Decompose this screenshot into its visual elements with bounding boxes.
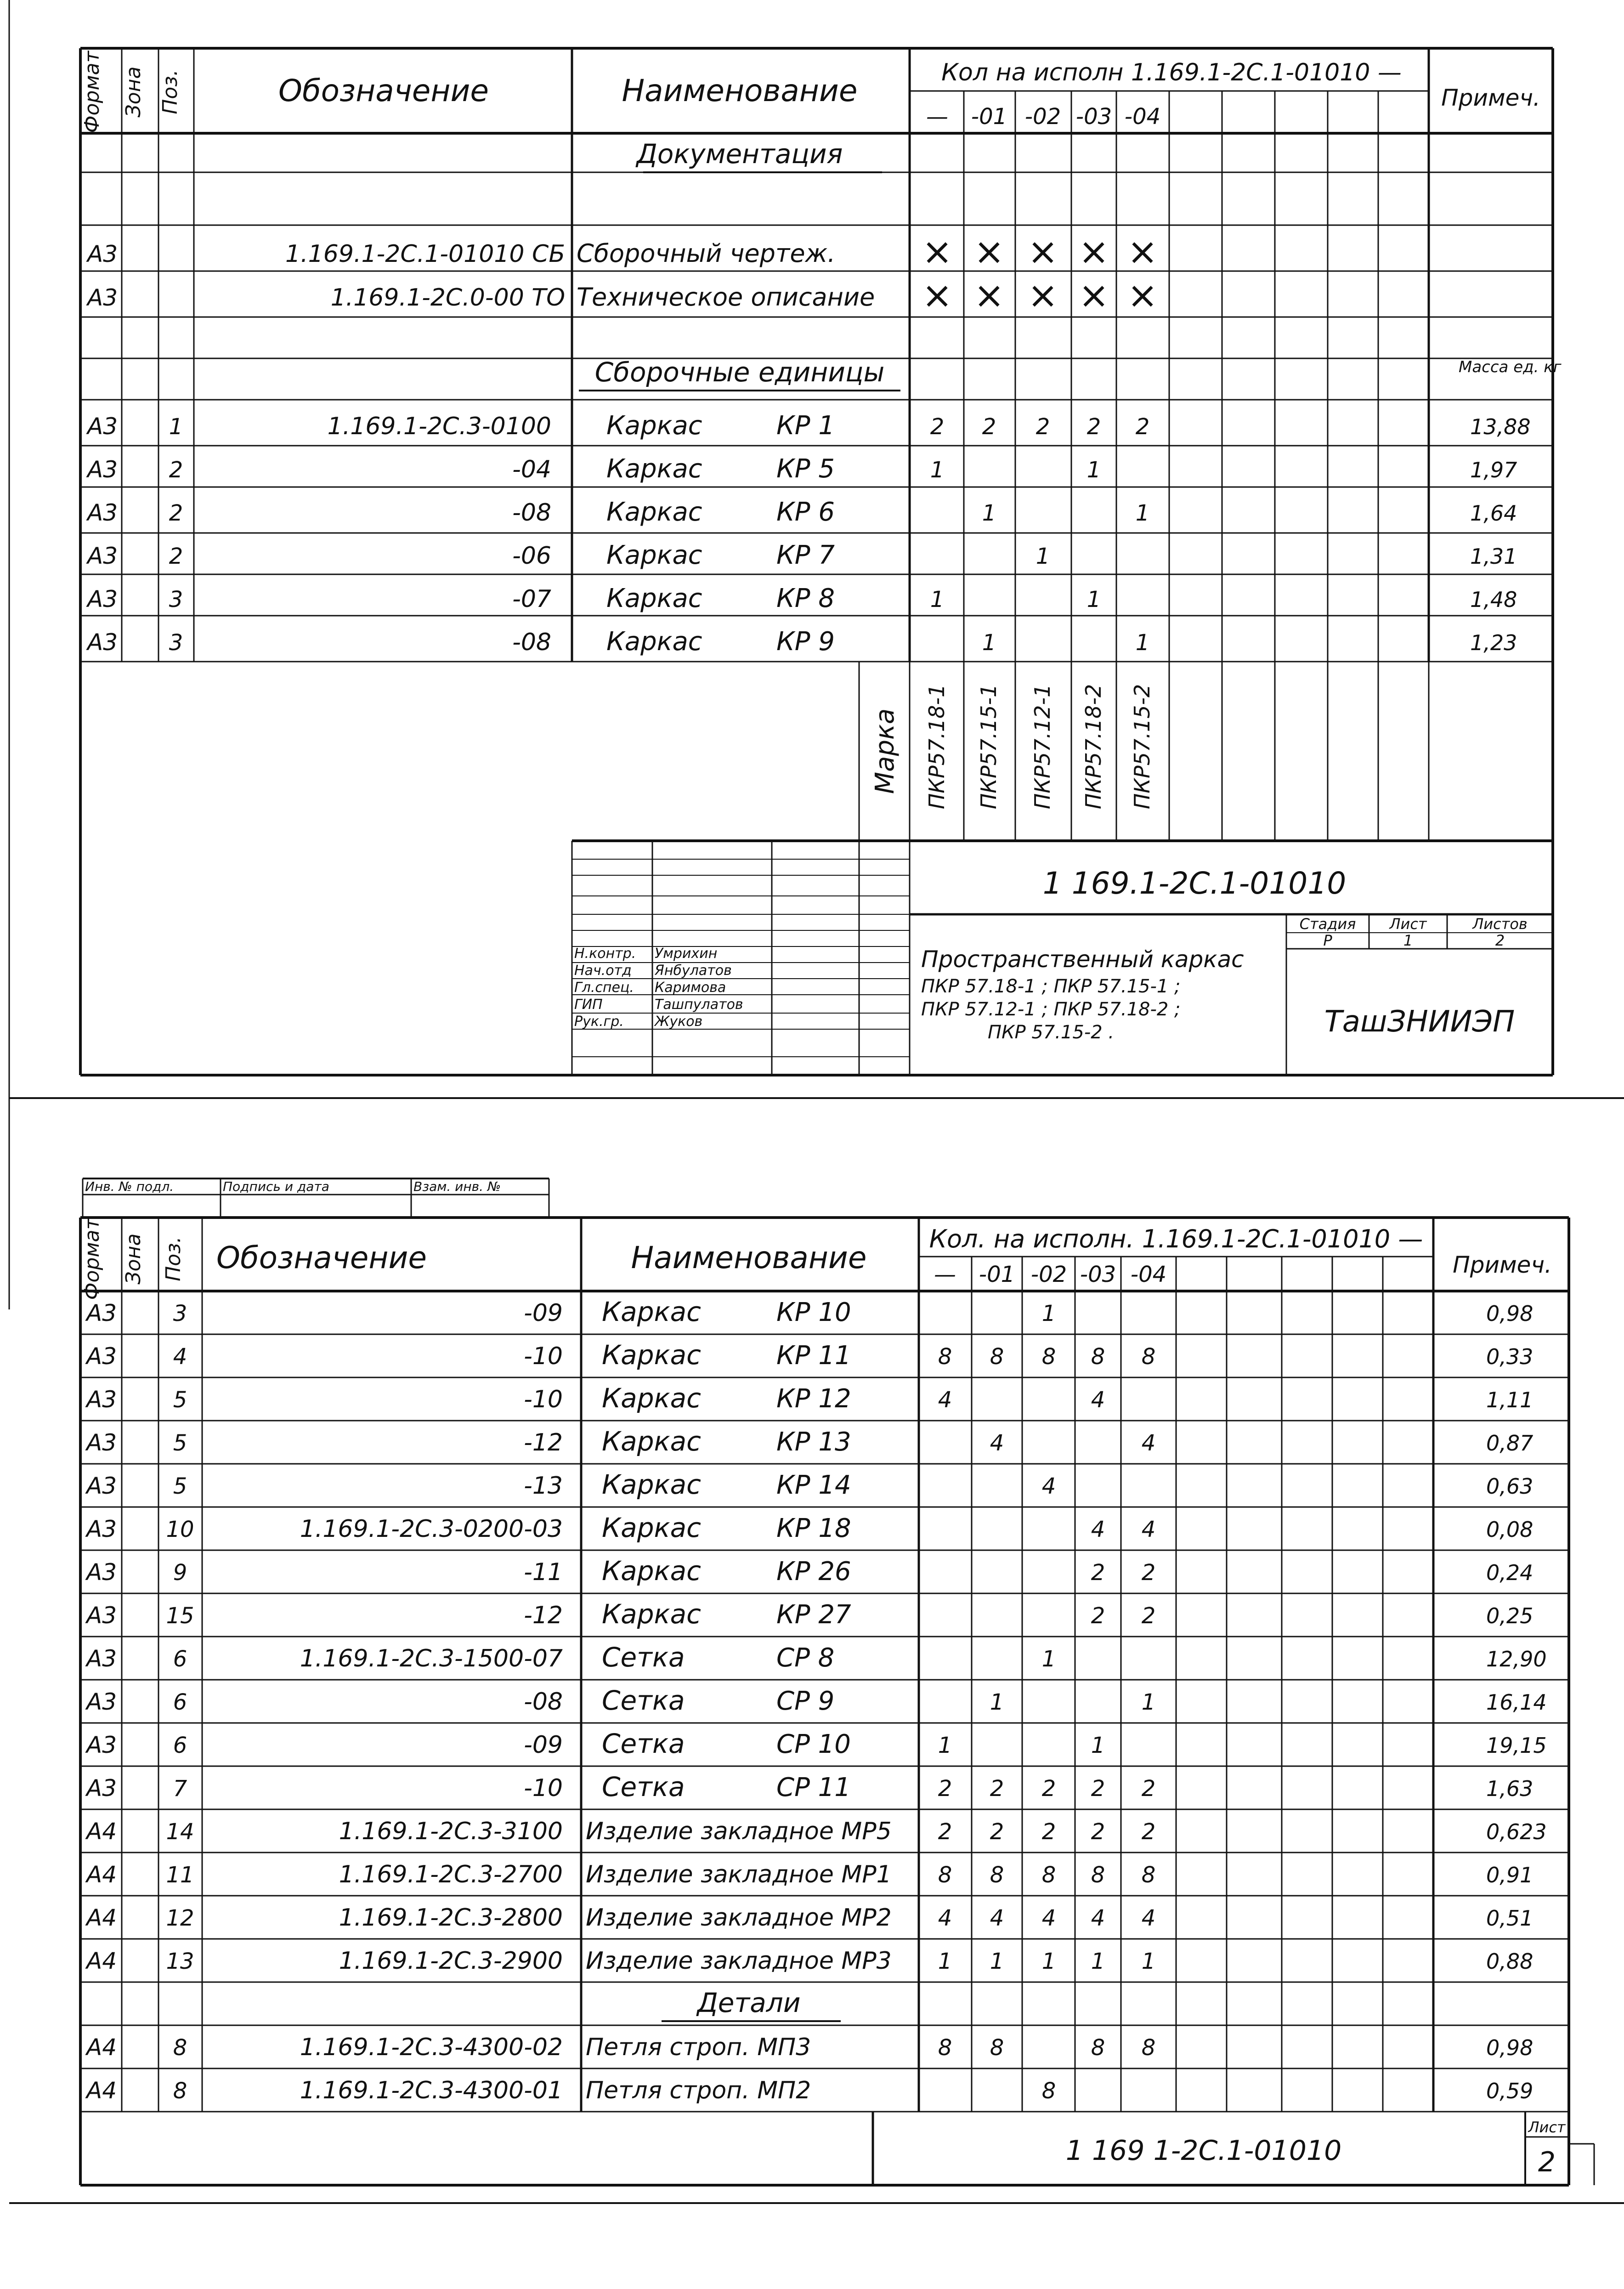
- row-note: 0,24: [1486, 1560, 1533, 1585]
- row-format: А3: [87, 586, 118, 612]
- row-qty: 4: [1041, 1905, 1056, 1931]
- row-qty: 4: [938, 1387, 952, 1413]
- row-designation: -10: [524, 1343, 563, 1370]
- title-description: ПКР 57.12-1 ; ПКР 57.18-2 ;: [921, 999, 1181, 1020]
- row-format: А3: [86, 1775, 117, 1802]
- row-note: 1,23: [1470, 630, 1517, 655]
- row-qty: 1: [1091, 1733, 1105, 1758]
- row-qty: 2: [938, 1819, 952, 1845]
- doc-mark: ×: [1078, 230, 1109, 273]
- row-qty: 2: [1036, 414, 1050, 440]
- row-format: А3: [86, 1559, 117, 1586]
- row-qty: 8: [1091, 1862, 1105, 1888]
- row-code: КР 14: [776, 1470, 851, 1500]
- row-qty: 2: [1091, 1776, 1105, 1802]
- header-variant: -02: [1030, 1262, 1067, 1287]
- row-note: 0,59: [1486, 2079, 1533, 2103]
- row-code: КР 8: [776, 584, 835, 613]
- row-code: КР 7: [776, 540, 835, 570]
- row-format: А3: [86, 1645, 117, 1672]
- header-format: Формат: [80, 1218, 104, 1300]
- row-name: Каркас: [606, 454, 702, 484]
- header-variant: —: [926, 104, 948, 130]
- row-qty: 4: [1091, 1517, 1105, 1542]
- doc-mark: ×: [973, 230, 1005, 273]
- sign-name: Каримова: [655, 980, 726, 996]
- row-name: Каркас: [602, 1469, 701, 1500]
- row-designation: -09: [524, 1731, 563, 1759]
- row-format: А3: [86, 1732, 117, 1758]
- row-note: 12,90: [1486, 1647, 1547, 1671]
- row-qty: 1: [938, 1733, 952, 1758]
- row-note: 19,15: [1486, 1733, 1547, 1758]
- row-name: Каркас: [606, 584, 702, 613]
- row-qty: 1: [982, 500, 996, 526]
- row-qty: 8: [1091, 1344, 1105, 1370]
- section-details: Детали: [697, 1987, 801, 2018]
- stage-value: Р: [1323, 932, 1332, 949]
- row-qty: 8: [938, 1344, 952, 1370]
- row-note: 1,11: [1486, 1388, 1533, 1412]
- row-pos: 5: [173, 1430, 187, 1456]
- row-qty: 8: [1141, 2035, 1156, 2061]
- row-code: СР 9: [776, 1686, 835, 1716]
- row-format: А4: [86, 1818, 117, 1845]
- row-qty: 1: [1141, 1689, 1156, 1715]
- row-format: А4: [86, 1948, 117, 1974]
- sheets-header: Листов: [1472, 915, 1528, 933]
- row-code: СР 11: [776, 1773, 851, 1802]
- row-name: Каркас: [602, 1296, 701, 1327]
- title-description: ПКР 57.15-2 .: [988, 1022, 1115, 1043]
- doc-mark: ×: [1127, 274, 1158, 317]
- row-code: СР 10: [776, 1729, 851, 1759]
- row-name: Техническое описание: [577, 283, 875, 312]
- header-note: Примеч.: [1441, 85, 1540, 111]
- row-note: 0,98: [1486, 1301, 1533, 1326]
- row-designation: 1.169.1-2С.3-4300-01: [300, 2077, 563, 2104]
- header-zone: Зона: [122, 66, 145, 118]
- row-qty: 1: [1086, 457, 1101, 483]
- marka-value: ПКР57.12-1: [1030, 684, 1055, 810]
- row-code: СР 8: [776, 1643, 835, 1673]
- row-code: КР 10: [776, 1297, 851, 1327]
- row-qty: 2: [1135, 414, 1150, 440]
- doc-mark: ×: [922, 230, 953, 273]
- row-format: А3: [87, 499, 118, 526]
- row-note: 0,623: [1486, 1819, 1547, 1844]
- header-variant: -04: [1130, 1262, 1167, 1287]
- row-pos: 6: [173, 1646, 187, 1672]
- row-note: 1,64: [1470, 501, 1517, 526]
- marka-value: ПКР57.18-2: [1081, 684, 1106, 810]
- marka-value: ПКР57.15-2: [1130, 684, 1154, 810]
- doc-mark: ×: [1078, 274, 1109, 317]
- row-qty: 2: [1041, 1819, 1056, 1845]
- section-documentation: Документация: [636, 138, 843, 170]
- sheets-value: 2: [1495, 932, 1505, 949]
- row-name: Каркас: [602, 1555, 701, 1586]
- row-qty: 4: [1041, 1473, 1056, 1499]
- row-note: 1,48: [1470, 587, 1517, 612]
- row-designation: 1.169.1-2С.3-2700: [339, 1861, 563, 1888]
- row-designation: -12: [524, 1429, 563, 1456]
- row-pos: 5: [173, 1387, 187, 1413]
- sheet-value: 1: [1403, 932, 1413, 949]
- row-name: Каркас: [602, 1382, 701, 1414]
- row-qty: 1: [930, 587, 945, 612]
- sign-role: Рук.гр.: [574, 1014, 624, 1030]
- row-format: А3: [86, 1473, 117, 1499]
- row-code: КР 11: [776, 1341, 851, 1371]
- stamp-sign-date: Подпись и дата: [223, 1179, 329, 1194]
- row-pos: 3: [173, 1301, 187, 1326]
- marka-value: ПКР57.18-1: [924, 684, 949, 810]
- row-qty: 4: [1141, 1905, 1156, 1931]
- row-name: Сетка: [602, 1771, 685, 1802]
- title-description: ПКР 57.18-1 ; ПКР 57.15-1 ;: [921, 976, 1181, 997]
- row-qty: 4: [1091, 1905, 1105, 1931]
- row-designation: 1.169.1-2С.3-0100: [327, 413, 551, 440]
- row-pos: 2: [169, 500, 183, 526]
- row-name: Сборочный чертеж.: [577, 239, 836, 268]
- row-pos: 1: [169, 414, 183, 440]
- row-format: А3: [86, 1516, 117, 1542]
- row-designation: 1.169.1-2С.3-0200-03: [300, 1515, 563, 1543]
- marka-value: ПКР57.15-1: [976, 684, 1001, 810]
- row-format: А4: [86, 1904, 117, 1931]
- doc-mark: ×: [1127, 230, 1158, 273]
- footer-doc-number: 1 169 1-2С.1-01010: [1065, 2135, 1342, 2167]
- row-qty: 2: [1141, 1776, 1156, 1802]
- row-note: 0,33: [1486, 1344, 1533, 1369]
- row-designation: 1.169.1-2С.1-01010 СБ: [285, 240, 565, 268]
- mass-note: Масса ед. кг: [1459, 358, 1562, 376]
- sheet-header: Лист: [1389, 915, 1427, 933]
- row-code: КР 13: [776, 1427, 851, 1457]
- header-zone: Зона: [122, 1233, 145, 1285]
- header-variant: -01: [979, 1262, 1015, 1287]
- stamp-inv: Инв. № подл.: [85, 1179, 174, 1194]
- row-note: 0,91: [1486, 1863, 1533, 1887]
- header-designation: Обозначение: [216, 1240, 427, 1275]
- row-pos: 9: [173, 1560, 187, 1586]
- row-name: Каркас: [602, 1426, 701, 1457]
- sign-name: Умрихин: [655, 946, 718, 962]
- marka-label: Марка: [870, 708, 900, 794]
- row-format: А4: [86, 1861, 117, 1888]
- row-code: КР 1: [776, 411, 835, 441]
- row-pos: 5: [173, 1473, 187, 1499]
- row-name: Изделие закладное МР5: [586, 1818, 892, 1845]
- row-qty: 8: [938, 2035, 952, 2061]
- row-name: Сетка: [602, 1728, 685, 1759]
- row-pos: 10: [166, 1517, 194, 1542]
- row-designation: -09: [524, 1299, 563, 1327]
- row-note: 0,25: [1486, 1603, 1533, 1628]
- row-qty: 8: [1041, 2078, 1056, 2104]
- row-code: КР 9: [776, 627, 835, 657]
- row-pos: 12: [166, 1905, 194, 1931]
- row-name: Петля строп. МП2: [586, 2077, 811, 2104]
- row-name: Каркас: [602, 1598, 701, 1630]
- row-pos: 2: [169, 457, 183, 483]
- row-designation: -12: [524, 1602, 563, 1629]
- row-format: А3: [87, 413, 118, 440]
- header-variant: -02: [1024, 104, 1061, 130]
- row-qty: 2: [990, 1819, 1004, 1845]
- row-name: Каркас: [602, 1339, 701, 1371]
- row-qty: 1: [1041, 1949, 1056, 1974]
- row-name: Сетка: [602, 1642, 685, 1673]
- doc-mark: ×: [922, 274, 953, 317]
- row-qty: 8: [1041, 1862, 1056, 1888]
- row-note: 0,63: [1486, 1474, 1533, 1499]
- row-note: 1,31: [1470, 544, 1517, 569]
- row-qty: 2: [1141, 1560, 1156, 1586]
- row-name: Изделие закладное МР3: [586, 1947, 892, 1975]
- row-name: Каркас: [606, 497, 702, 527]
- row-format: А3: [87, 241, 118, 267]
- row-note: 0,51: [1486, 1906, 1533, 1931]
- row-format: А4: [86, 2034, 117, 2061]
- row-name: Петля строп. МП3: [586, 2034, 811, 2061]
- row-pos: 6: [173, 1689, 187, 1715]
- row-qty: 1: [990, 1949, 1004, 1974]
- row-qty: 2: [1091, 1819, 1105, 1845]
- row-code: КР 18: [776, 1513, 851, 1543]
- row-qty: 1: [1041, 1301, 1056, 1326]
- row-note: 0,98: [1486, 2035, 1533, 2060]
- header-note: Примеч.: [1453, 1252, 1552, 1278]
- row-qty: 2: [1091, 1603, 1105, 1629]
- row-designation: -08: [512, 499, 551, 527]
- row-note: 1,97: [1470, 458, 1517, 482]
- row-qty: 1: [1036, 544, 1050, 569]
- row-code: КР 26: [776, 1557, 851, 1586]
- row-qty: 8: [990, 1862, 1004, 1888]
- row-designation: -10: [524, 1386, 563, 1413]
- row-code: КР 5: [776, 454, 835, 484]
- footer-sheet-label: Лист: [1528, 2119, 1566, 2136]
- row-format: А3: [86, 1343, 117, 1370]
- row-format: А3: [86, 1602, 117, 1629]
- row-name: Изделие закладное МР1: [586, 1861, 892, 1888]
- row-pos: 6: [173, 1733, 187, 1758]
- row-qty: 8: [990, 1344, 1004, 1370]
- row-qty: 1: [1091, 1949, 1105, 1974]
- row-format: А3: [86, 1300, 117, 1326]
- row-qty: 1: [1141, 1949, 1156, 1974]
- header-variant: -03: [1080, 1262, 1116, 1287]
- row-qty: 4: [938, 1905, 952, 1931]
- row-note: 1,63: [1486, 1776, 1533, 1801]
- row-qty: 4: [1141, 1430, 1156, 1456]
- row-format: А3: [86, 1386, 117, 1413]
- row-qty: 2: [938, 1776, 952, 1802]
- row-format: А3: [86, 1429, 117, 1456]
- row-name: Каркас: [602, 1512, 701, 1543]
- row-qty: 2: [1091, 1560, 1105, 1586]
- row-qty: 1: [930, 457, 945, 483]
- header-variant: -04: [1124, 104, 1161, 130]
- row-pos: 3: [169, 630, 183, 656]
- row-pos: 7: [173, 1776, 187, 1802]
- row-designation: 1.169.1-2С.3-2900: [339, 1947, 563, 1975]
- row-pos: 2: [169, 544, 183, 569]
- row-qty: 4: [990, 1430, 1004, 1456]
- header-pos: Поз.: [162, 1236, 185, 1281]
- row-qty: 1: [1086, 587, 1101, 612]
- row-format: А3: [87, 456, 118, 483]
- title-doc-number: 1 169.1-2С.1-01010: [1042, 866, 1347, 901]
- row-qty: 2: [982, 414, 996, 440]
- row-qty: 2: [1141, 1603, 1156, 1629]
- row-note: 13,88: [1470, 414, 1531, 439]
- row-designation: 1.169.1-2С.3-4300-02: [300, 2034, 563, 2061]
- row-pos: 15: [166, 1603, 194, 1629]
- row-qty: 1: [938, 1949, 952, 1974]
- row-note: 0,88: [1486, 1949, 1533, 1974]
- row-qty: 8: [1041, 1344, 1056, 1370]
- row-designation: -10: [524, 1774, 563, 1802]
- row-qty: 2: [1041, 1776, 1056, 1802]
- row-qty: 2: [930, 414, 945, 440]
- row-format: А4: [86, 2077, 117, 2104]
- organization: ТашЗНИИЭП: [1324, 1005, 1515, 1039]
- sign-name: Жуков: [655, 1014, 703, 1030]
- header-variant: -01: [971, 104, 1007, 130]
- row-designation: -07: [512, 585, 551, 613]
- sign-name: Янбулатов: [655, 963, 732, 979]
- row-qty: 2: [1086, 414, 1101, 440]
- row-format: А3: [87, 284, 118, 311]
- row-format: А3: [87, 543, 118, 569]
- row-designation: 1.169.1-2С.0-00 ТО: [330, 284, 565, 312]
- row-qty: 1: [990, 1689, 1004, 1715]
- row-pos: 11: [166, 1862, 194, 1888]
- row-qty: 8: [1141, 1862, 1156, 1888]
- row-qty: 2: [990, 1776, 1004, 1802]
- header-name: Наименование: [622, 73, 858, 108]
- row-pos: 3: [169, 587, 183, 612]
- row-pos: 14: [166, 1819, 194, 1845]
- row-qty: 8: [1091, 2035, 1105, 2061]
- row-qty: 4: [1141, 1517, 1156, 1542]
- header-name: Наименование: [631, 1240, 867, 1275]
- row-note: 16,14: [1486, 1690, 1547, 1715]
- header-qty-title: Кол на исполн 1.169.1-2С.1-01010 —: [941, 59, 1402, 86]
- row-designation: -11: [524, 1558, 563, 1586]
- footer-sheet-number: 2: [1538, 2146, 1556, 2178]
- row-name: Каркас: [606, 540, 702, 570]
- row-qty: 8: [938, 1862, 952, 1888]
- row-name: Изделие закладное МР2: [586, 1904, 892, 1932]
- header-variant: -03: [1075, 104, 1112, 130]
- row-name: Каркас: [606, 411, 702, 441]
- title-description: Пространственный каркас: [921, 946, 1244, 973]
- row-qty: 8: [1141, 1344, 1156, 1370]
- row-designation: 1.169.1-2С.3-1500-07: [300, 1645, 563, 1672]
- row-qty: 8: [990, 2035, 1004, 2061]
- row-designation: -08: [524, 1688, 563, 1716]
- row-qty: 4: [1091, 1387, 1105, 1413]
- sign-role: Гл.спец.: [574, 980, 634, 996]
- row-name: Сетка: [602, 1685, 685, 1716]
- stage-header: Стадия: [1299, 915, 1356, 933]
- row-qty: 1: [1135, 630, 1150, 656]
- header-designation: Обозначение: [278, 73, 489, 108]
- row-designation: -08: [512, 629, 551, 656]
- sign-role: Н.контр.: [574, 946, 636, 962]
- row-pos: 8: [173, 2078, 187, 2104]
- row-qty: 1: [982, 630, 996, 656]
- stamp-replace: Взам. инв. №: [413, 1179, 501, 1194]
- header-format: Формат: [80, 51, 104, 133]
- row-qty: 1: [1135, 500, 1150, 526]
- row-pos: 4: [173, 1344, 187, 1370]
- row-note: 0,87: [1486, 1431, 1533, 1456]
- row-format: А3: [87, 629, 118, 656]
- row-qty: 1: [1041, 1646, 1056, 1672]
- doc-mark: ×: [1027, 230, 1058, 273]
- header-variant: —: [934, 1262, 956, 1287]
- row-qty: 2: [1141, 1819, 1156, 1845]
- row-pos: 8: [173, 2035, 187, 2061]
- sign-name: Ташпулатов: [655, 997, 743, 1013]
- header-pos: Поз.: [158, 69, 182, 114]
- doc-mark: ×: [1027, 274, 1058, 317]
- header-qty-title: Кол. на исполн. 1.169.1-2С.1-01010 —: [929, 1224, 1423, 1253]
- row-designation: -04: [512, 456, 551, 483]
- row-code: КР 27: [776, 1600, 851, 1630]
- row-designation: 1.169.1-2С.3-2800: [339, 1904, 563, 1932]
- row-note: 0,08: [1486, 1517, 1533, 1542]
- row-format: А3: [86, 1688, 117, 1715]
- row-code: КР 12: [776, 1384, 851, 1414]
- row-designation: -06: [512, 542, 551, 570]
- row-name: Каркас: [606, 627, 702, 657]
- row-pos: 13: [166, 1949, 194, 1974]
- sign-role: Нач.отд: [574, 963, 632, 979]
- sign-role: ГИП: [574, 997, 603, 1013]
- row-qty: 4: [990, 1905, 1004, 1931]
- section-assemblies: Сборочные единицы: [594, 357, 885, 388]
- row-designation: -13: [524, 1472, 563, 1500]
- doc-mark: ×: [973, 274, 1005, 317]
- row-code: КР 6: [776, 497, 835, 527]
- row-designation: 1.169.1-2С.3-3100: [339, 1818, 563, 1845]
